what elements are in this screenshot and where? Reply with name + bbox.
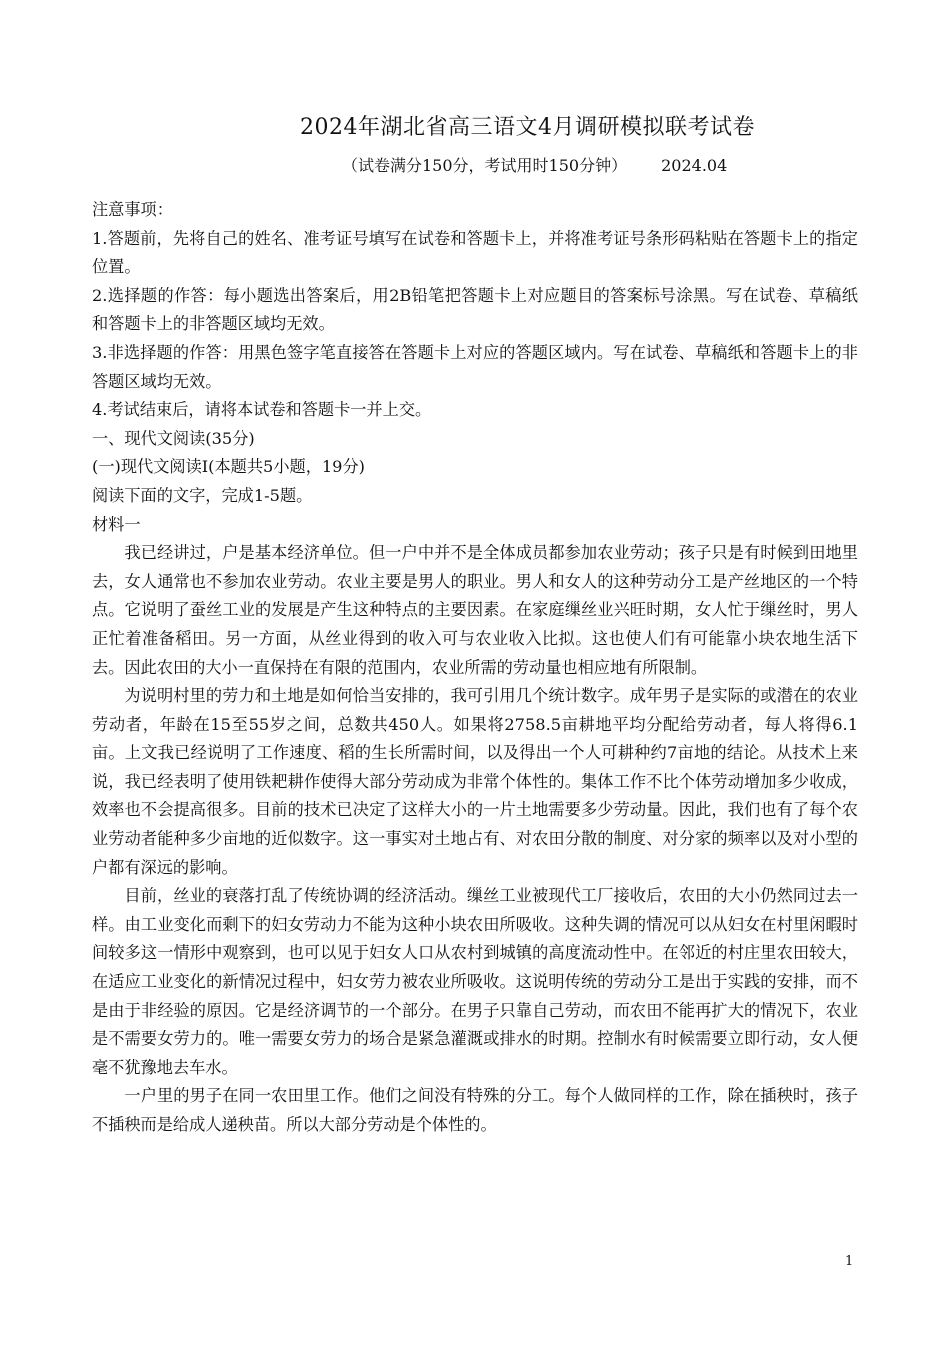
exam-date: 2024.04 [661,156,728,175]
paragraph-4: 一户里的男子在同一农田里工作。他们之间没有特殊的分工。每个人做同样的工作，除在插秧时，孩子不插秧而是给成人递秧苗。所以大部分劳动是个体性的。 [92,1086,858,1134]
notice-item-1: 1.答题前，先将自己的姓名、准考证号填写在试卷和答题卡上，并将准考证号条形码粘贴在答题卡上的指定位置。 [92,228,858,277]
notice-item-2: 2.选择题的作答：每小题选出答案后，用2B铅笔把答题卡上对应题目的答案标号涂黑。写在试卷、草稿纸和答题卡上的非答题区域均无效。 [92,285,858,334]
notice-heading: 注意事项： [92,200,173,219]
subsection-heading: (一)现代文阅读Ⅰ(本题共5小题，19分) [92,457,365,477]
notice-item-3: 3.非选择题的作答：用黑色签字笔直接答在答题卡上对应的答题区域内。写在试卷、草稿纸和答题卡上的非答题区域均无效。 [92,342,858,391]
material-label: 材料一 [92,514,141,534]
exam-info: （试卷满分150分，考试用时150分钟） [342,156,628,175]
paragraph-1: 我已经讲过，户是基本经济单位。但一户中并不是全体成员都参加农业劳动；孩子只是有时候到田地里去，女人通常也不参加农业劳动。农业主要是男人的职业。男人和女人的这种劳动分工是产丝地区的一个特点。它说明了蚕丝工业的发展是产生这种特点的主要因素。在家庭缫丝业兴旺时期，女人忙于缫丝时，男人正忙着准备稻田。另一方面，从丝业得到的收入可与农业收入比拟。这也使人们有可能靠小块农地生活下去。因此农田的大小一直保持在有限的范围内，农业所需的劳动量也相应地有所限制。 [92,543,858,677]
exam-title: 2024年湖北省高三语文4月调研模拟联考试卷 [300,115,755,140]
paragraph-3: 目前，丝业的衰落打乱了传统协调的经济活动。缫丝工业被现代工厂接收后，农田的大小仍然同过去一样。由工业变化而剩下的妇女劳动力不能为这种小块农田所吸收。这种失调的情况可以从妇女在村里闲暇时间较多这一情形中观察到，也可以见于妇女人口从农村到城镇的高度流动性中。在邻近的村庄里农田较大，在适应工业变化的新情况过程中，妇女劳力被农业所吸收。这说明传统的劳动分工是出于实践的安排，而不是由于非经验的原因。它是经济调节的一个部分。在男子只靠自己劳动，而农田不能再扩大的情况下，农业是不需要女劳力的。唯一需要女劳力的场合是紧急灌溉或排水的时期。控制水有时候需要立即行动，女人便毫不犹豫地去车水。 [92,886,858,1077]
notice-item-4: 4.考试结束后，请将本试卷和答题卡一并上交。 [92,400,432,420]
exam-body [92,196,858,1140]
page-number: 1 [845,1254,854,1269]
exam-subtitle [342,153,727,176]
reading-instruction: 阅读下面的文字，完成1-5题。 [92,485,313,505]
section-heading: 一、现代文阅读(35分) [92,428,255,448]
paragraph-2: 为说明村里的劳力和土地是如何恰当安排的，我可引用几个统计数字。成年男子是实际的或潜在的农业劳动者，年龄在15至55岁之间，总数共450人。如果将2758.5亩耕地平均分配给劳动者，每人将得6.1亩。上文我已经说明了工作速度、稻的生长所需时间，以及得出一个人可耕种约7亩地的结论。从技术上来说，我已经表明了使用铁耙耕作使得大部分劳动成为非常个体性的。集体工作不比个体劳动增加多少收成，效率也不会提高很多。目前的技术已决定了这样大小的一片土地需要多少劳动量。因此，我们也有了每个农业劳动者能种多少亩地的近似数字。这一事实对土地占有、对农田分散的制度、对分家的频率以及对小型的户都有深远的影响。 [92,686,858,877]
